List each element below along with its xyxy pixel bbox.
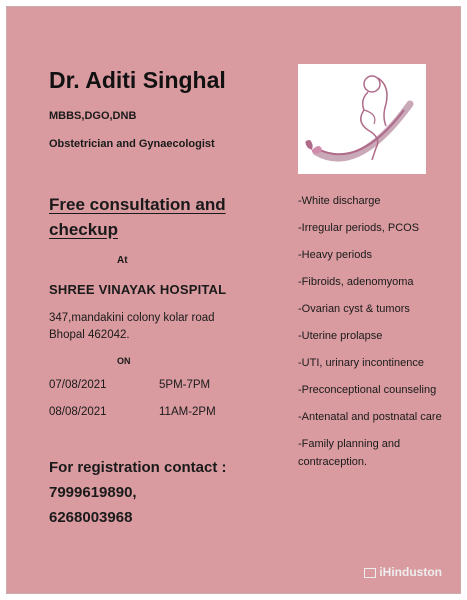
doctor-name: Dr. Aditi Singhal (49, 67, 226, 93)
service-item: -Uterine prolapse (298, 330, 383, 342)
registration-label: For registration contact : (49, 459, 227, 476)
at-label: At (117, 255, 128, 266)
service-item: -Preconceptional counseling (298, 384, 437, 396)
schedule-date-2: 08/08/2021 (49, 406, 107, 418)
offer-line-2: checkup (49, 220, 118, 239)
address-line-1: 347,mandakini colony kolar road (49, 312, 215, 324)
registration-block (49, 455, 269, 530)
clinic-logo (298, 64, 426, 174)
on-label: ON (117, 356, 131, 366)
hospital-address (49, 310, 259, 344)
doctor-specialty: Obstetrician and Gynaecologist (49, 138, 215, 150)
service-item: -Fibroids, adenomyoma (298, 276, 414, 288)
service-item: -Heavy periods (298, 249, 372, 261)
offer-heading (49, 192, 259, 242)
schedule-date-1: 07/08/2021 (49, 379, 107, 391)
service-item: -Irregular periods, PCOS (298, 222, 420, 234)
poster (6, 6, 461, 594)
watermark (364, 565, 442, 579)
registration-phone-1: 7999619890, (49, 484, 137, 501)
pregnant-woman-with-butterfly-icon (298, 64, 426, 174)
watermark-text: iHinduston (379, 565, 442, 579)
schedule-time-2: 11AM-2PM (159, 406, 216, 418)
hospital-name: SHREE VINAYAK HOSPITAL (49, 282, 227, 297)
offer-line-1: Free consultation and (49, 195, 226, 214)
schedule-time-1: 5PM-7PM (159, 379, 211, 391)
registration-phone-2: 6268003968 (49, 509, 133, 526)
service-item: -White discharge (298, 195, 381, 207)
service-item: -Ovarian cyst & tumors (298, 303, 410, 315)
services-list (298, 192, 458, 480)
service-item: -Family planning and contraception. (298, 438, 401, 468)
watermark-icon (364, 568, 376, 578)
address-line-2: Bhopal 462042. (49, 329, 130, 341)
service-item: -Antenatal and postnatal care (298, 411, 442, 423)
doctor-degree: MBBS,DGO,DNB (49, 110, 137, 122)
service-item: -UTI, urinary incontinence (298, 357, 424, 369)
